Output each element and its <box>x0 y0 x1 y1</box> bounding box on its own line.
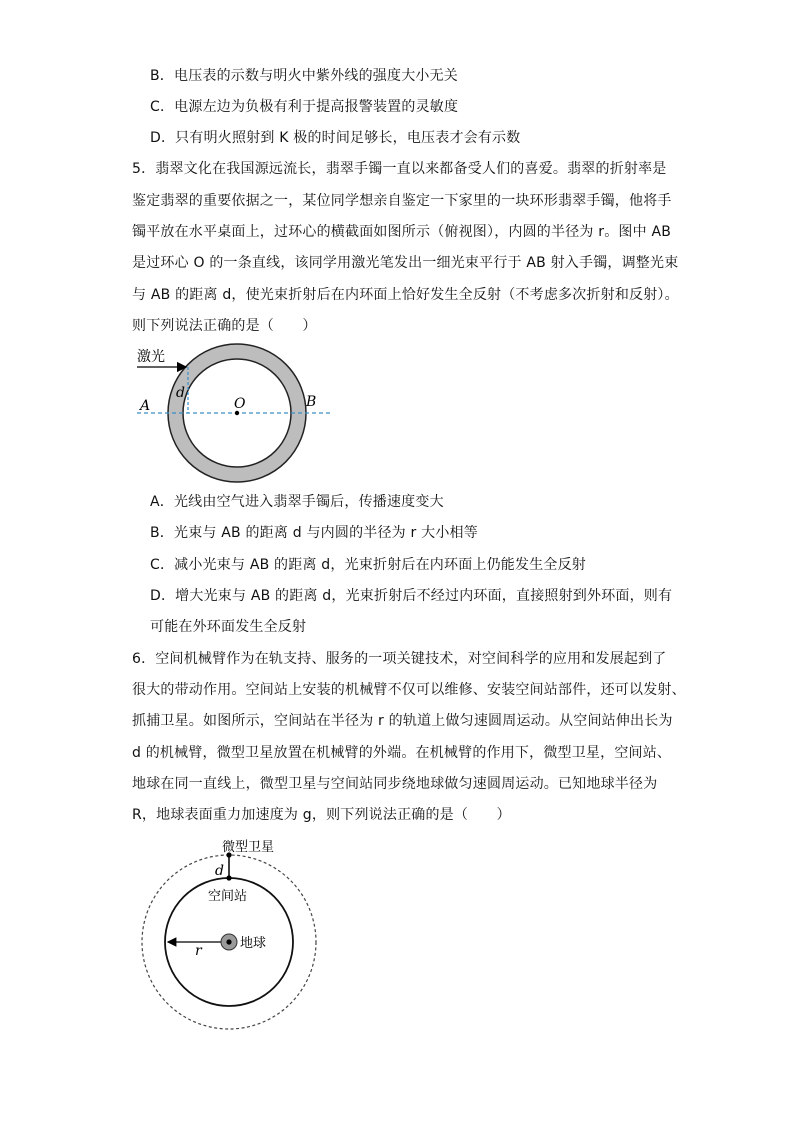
q5-stem-line-4: 是过环心 O 的一条直线，该同学用激光笔发出一细光束平行于 AB 射入手镯，调整光束 <box>132 255 679 271</box>
q6-stem-line-6: R，地球表面重力加速度为 g，则下列说法正确的是（ ） <box>132 807 511 823</box>
arm-d-label: d <box>215 863 224 879</box>
d-label: d <box>176 385 185 401</box>
q6-stem-line-5: 地球在同一直线上，微型卫星与空间站同步绕地球做匀速圆周运动。已知地球半径为 <box>132 776 658 792</box>
q6-stem-line-2: 很大的带动作用。空间站上安装的机械臂不仅可以维修、安装空间站部件，还可以发射、 <box>132 682 686 698</box>
satellite-label: 微型卫星 <box>222 840 275 855</box>
q5-stem-line-5: 与 AB 的距离 d，使光束折射后在内环面上恰好发生全反射（不考虑多次折射和反射）。 <box>132 287 679 303</box>
q5-bracelet-figure <box>125 340 340 485</box>
laser-label: 激光 <box>137 349 165 365</box>
station-label: 空间站 <box>208 889 248 904</box>
q5-option-d-continued: 可能在外环面发生全反射 <box>150 619 307 635</box>
q4-option-d: D．只有明火照射到 K 极的时间足够长，电压表才会有示数 <box>150 130 521 146</box>
q5-option-d: D．增大光束与 AB 的距离 d，光束折射后不经过内环面，直接照射到外环面，则有 <box>150 588 673 604</box>
earth-center <box>226 939 231 944</box>
earth-label: 地球 <box>240 936 267 951</box>
q5-stem-line-2: 鉴定翡翠的重要依据之一，某位同学想亲自鉴定一下家里的一块环形翡翠手镯，他将手 <box>132 193 672 209</box>
radius-r-label: r <box>195 943 202 959</box>
q6-orbit-figure <box>140 835 330 1035</box>
a-label: A <box>140 398 151 414</box>
q6-stem-line-1: 6．空间机械臂作为在轨支持、服务的一项关键技术，对空间科学的应用和发展起到了 <box>132 651 667 667</box>
q5-stem-line-1: 5．翡翠文化在我国源远流长，翡翠手镯一直以来都备受人们的喜爱。翡翠的折射率是 <box>132 161 667 177</box>
o-label: O <box>234 396 246 412</box>
q6-stem-line-4: d 的机械臂，微型卫星放置在机械臂的外端。在机械臂的作用下，微型卫星，空间站、 <box>132 745 672 761</box>
q5-option-b: B．光束与 AB 的距离 d 与内圆的半径为 r 大小相等 <box>150 525 478 541</box>
station-dot <box>226 875 231 880</box>
q5-stem-line-3: 镯平放在水平桌面上，过环心的横截面如图所示（俯视图），内圆的半径为 r。图中 AB <box>132 224 672 240</box>
q5-option-a: A．光线由空气进入翡翠手镯后，传播速度变大 <box>150 494 444 510</box>
q5-stem-line-6: 则下列说法正确的是（ ） <box>132 318 317 334</box>
q4-option-c: C．电源左边为负极有利于提高报警装置的灵敏度 <box>150 99 459 115</box>
b-label: B <box>306 394 317 410</box>
q4-option-b: B．电压表的示数与明火中紫外线的强度大小无关 <box>150 68 459 84</box>
q5-option-c: C．减小光束与 AB 的距离 d，光束折射后在内环面上仍能发生全反射 <box>150 557 586 573</box>
q6-stem-line-3: 抓捕卫星。如图所示，空间站在半径为 r 的轨道上做匀速圆周运动。从空间站伸出长为 <box>132 713 673 729</box>
